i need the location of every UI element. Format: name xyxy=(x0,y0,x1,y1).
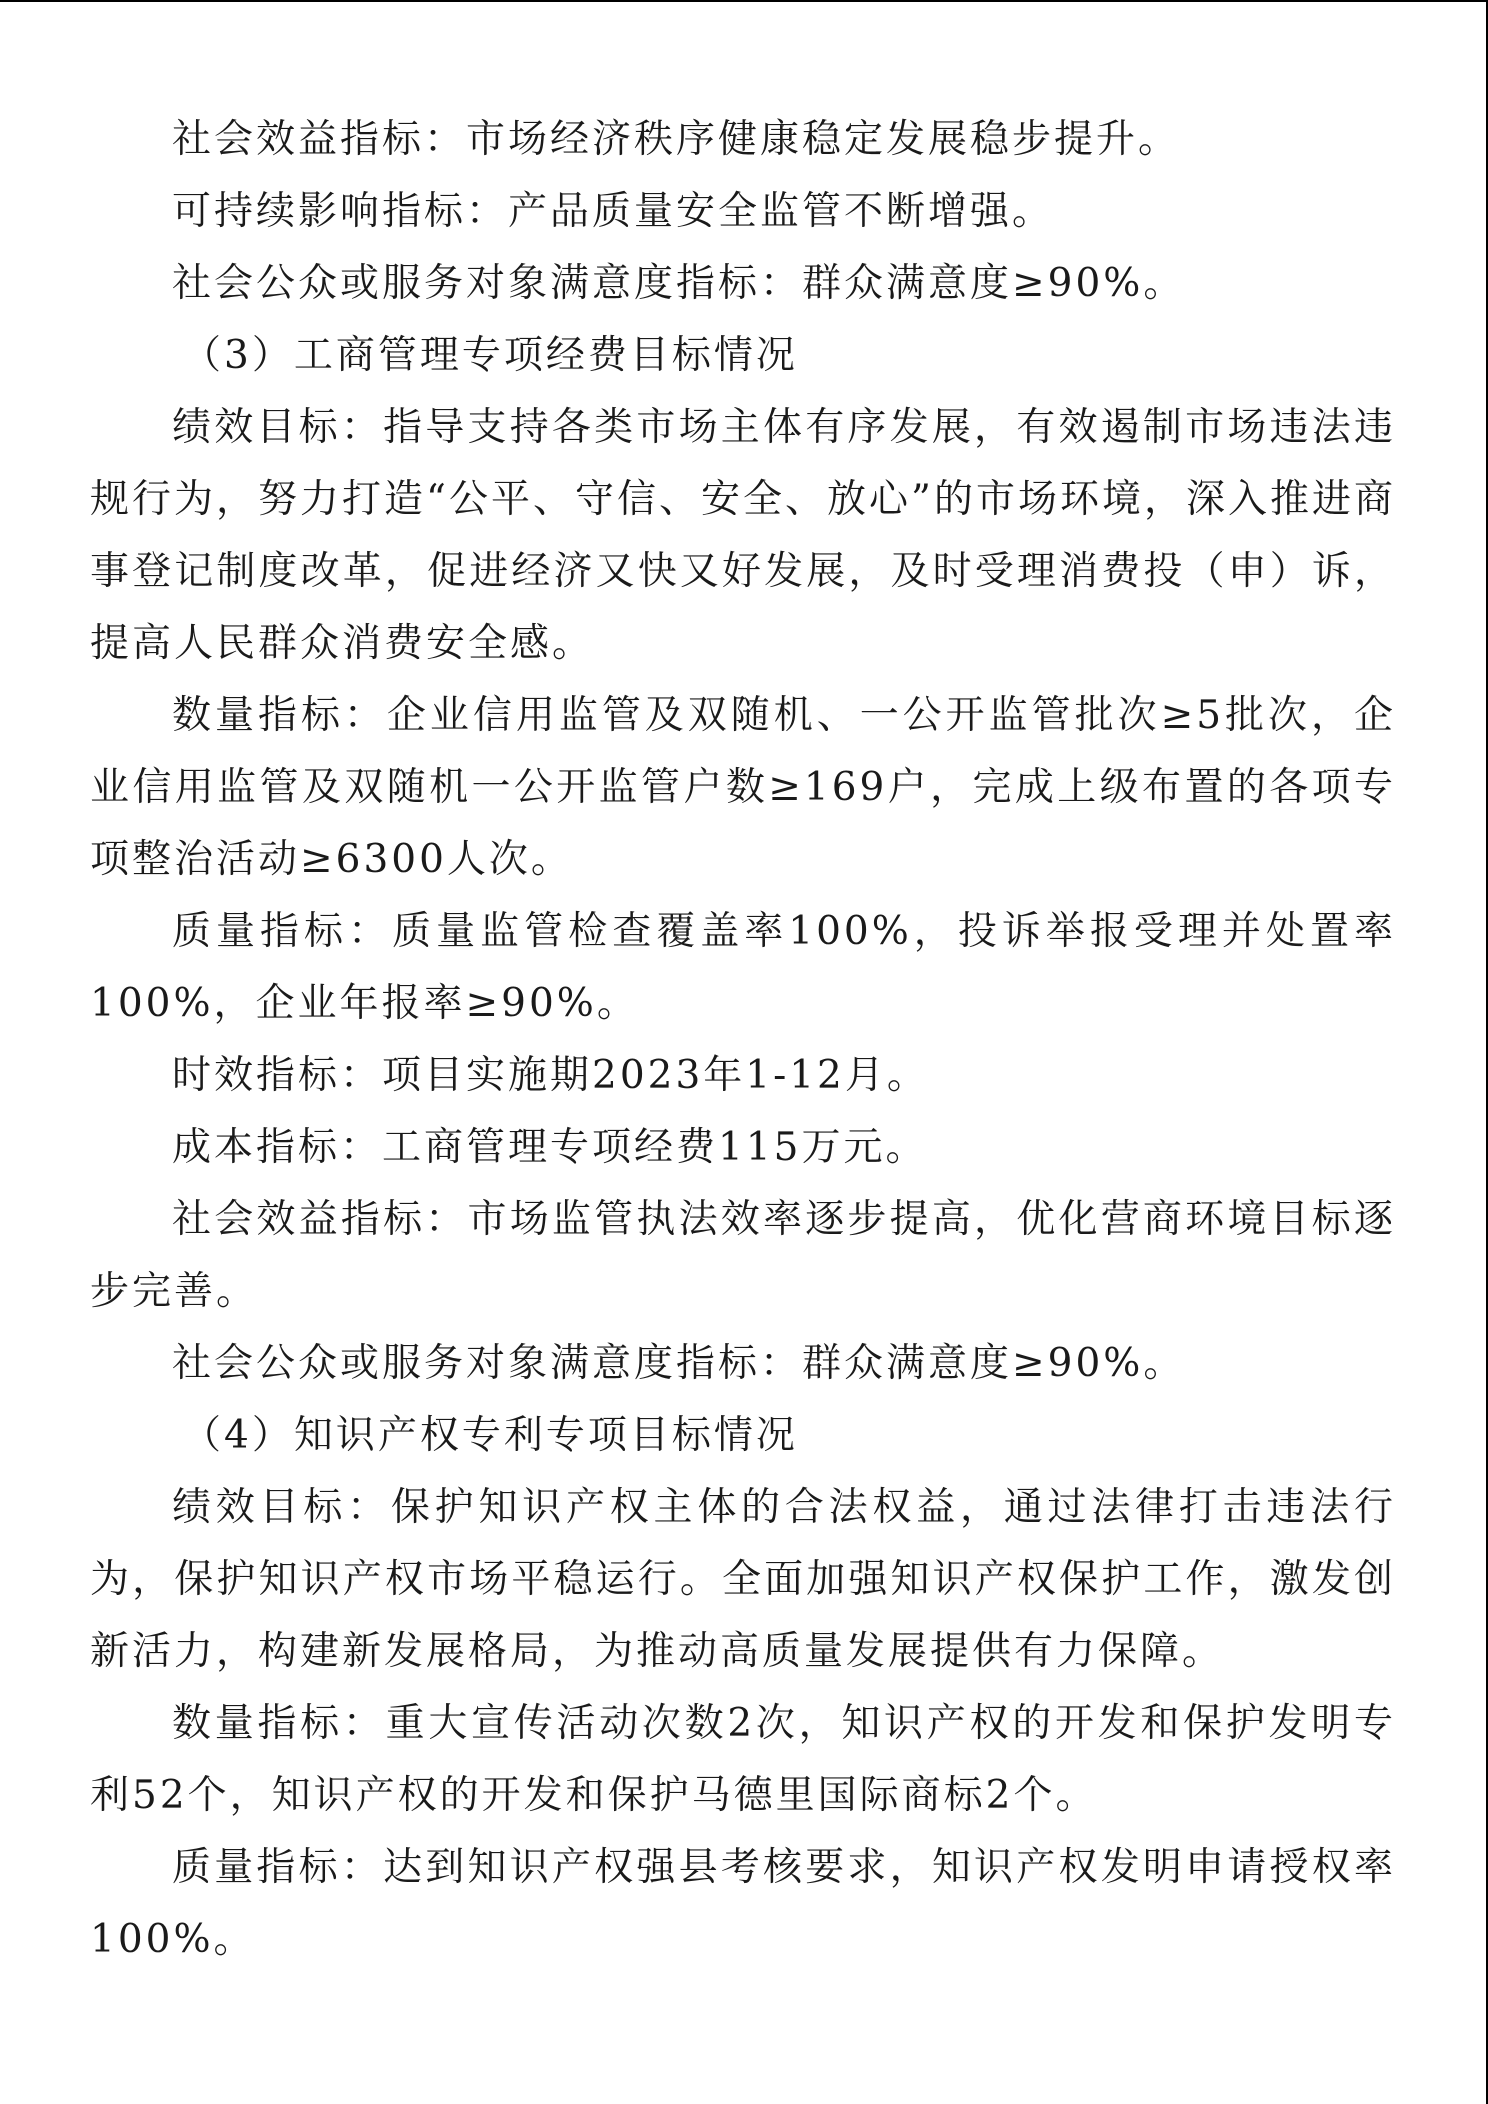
paragraph-sustainability: 可持续影响指标：产品质量安全监管不断增强。 xyxy=(172,189,1055,234)
paragraph-satisfaction-3: 社会公众或服务对象满意度指标：群众满意度≥90%。 xyxy=(172,1341,1186,1386)
paragraph-cost-3: 成本指标：工商管理专项经费115万元。 xyxy=(172,1125,928,1170)
section-heading-4: （4）知识产权专利专项目标情况 xyxy=(182,1413,798,1458)
paragraph-quality-4: 质量指标：达到知识产权强县考核要求，知识产权发明申请授权率100%。 xyxy=(90,1845,1396,1962)
section-heading-3: （3）工商管理专项经费目标情况 xyxy=(182,333,798,378)
paragraph-social-benefit-3: 社会效益指标：市场监管执法效率逐步提高，优化营商环境目标逐步完善。 xyxy=(90,1197,1396,1314)
paragraph-quantity-3: 数量指标：企业信用监管及双随机、一公开监管批次≥5批次，企业信用监管及双随机一公开监管户数≥169户，完成上级布置的各项专项整治活动≥6300人次。 xyxy=(90,693,1396,882)
paragraph-social-benefit-1: 社会效益指标：市场经济秩序健康稳定发展稳步提升。 xyxy=(172,117,1181,162)
paragraph-satisfaction-1: 社会公众或服务对象满意度指标：群众满意度≥90%。 xyxy=(172,261,1186,306)
paragraph-quality-3: 质量指标：质量监管检查覆盖率100%，投诉举报受理并处置率100%，企业年报率≥90%。 xyxy=(90,909,1396,1026)
paragraph-performance-goal-4: 绩效目标：保护知识产权主体的合法权益，通过法律打击违法行为，保护知识产权市场平稳运行。全面加强知识产权保护工作，激发创新活力，构建新发展格局，为推动高质量发展提供有力保障。 xyxy=(90,1485,1396,1674)
document-body xyxy=(90,104,1396,1976)
paragraph-quantity-4: 数量指标：重大宣传活动次数2次，知识产权的开发和保护发明专利52个，知识产权的开发和保护马德里国际商标2个。 xyxy=(90,1701,1396,1818)
paragraph-timeliness-3: 时效指标：项目实施期2023年1-12月。 xyxy=(172,1053,929,1098)
paragraph-performance-goal-3: 绩效目标：指导支持各类市场主体有序发展，有效遏制市场违法违规行为，努力打造“公平、守信、安全、放心”的市场环境，深入推进商事登记制度改革，促进经济又快又好发展，及时受理消费投（申）诉，提高人民群众消费安全感。 xyxy=(90,405,1396,666)
